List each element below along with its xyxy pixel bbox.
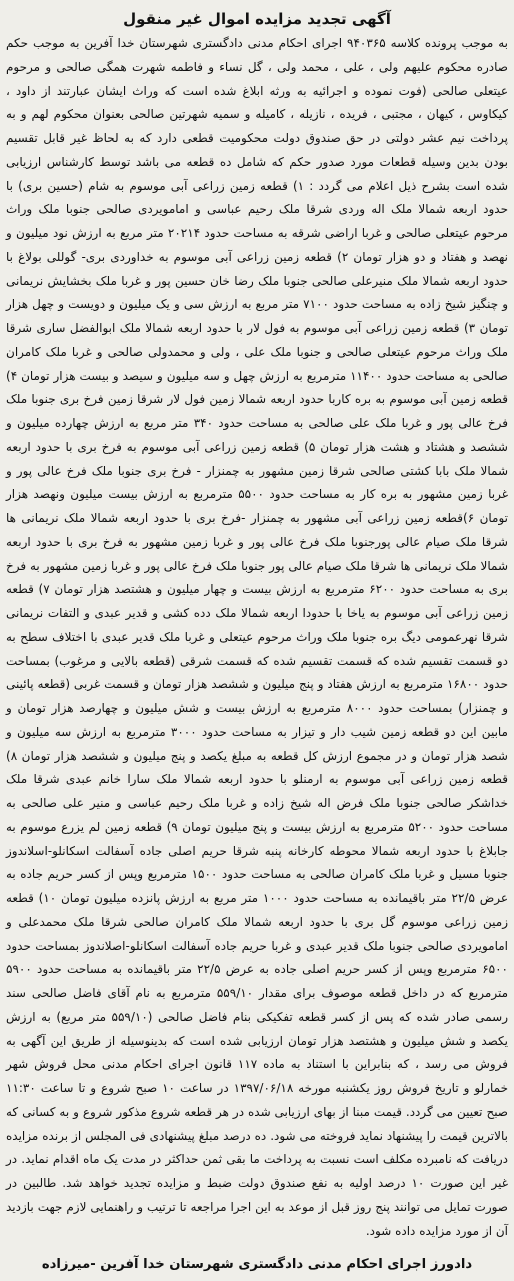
notice-title: آگهی تجدید مزایده اموال غیر منقول bbox=[123, 10, 391, 28]
notice-signature: دادورز اجرای احکام مدنی دادگستری شهرستان خدا آفرین -میرزاده bbox=[41, 1257, 473, 1272]
notice-body: به موجب پرونده کلاسه ۹۴۰۳۶۵ اجرای احکام مدنی دادگستری شهرستان خدا آفرین به موجب حکم صادره محکوم علیهم ولی ، علی ، محمد ولی ، گل نساء و فاطمه شهرت همگی صالحی و مرحوم عیتعلی صالحی (فوت نموده و اجرائیه به ورثه ابلاغ شده است که وراث ایشان عبارتند از داود ، کیکاوس ، کیهان ، مجتبی ، فریده ، نازیله ، کامیله و سمیه شهرتین صالحی بعنوان محکوم لهم و به پرداخت نیم عشر دولتی در حق صندوق دولت محکومیت قطعی دارد که به لحاظ غیر قابل تقسیم بودن بدین وسیله قطعات مورد صدور حکم که شامل ده قطعه می باشد توسط کارشناس ارزیابی شده است بشرح ذیل اعلام می گردد : ۱) قطعه زمین زراعی آبی موسوم به شام (حسین بری) با حدود اربعه شمالا ملک اله وردی شرقا ملک رحیم عباسی و امامویردی صالحی جنوبا ملک وراث مرحوم عیتعلی صالحی و غربا اراضی شرقه به مساحت حدود ۲۰۲۱۴ متر مربع به ارزش نود میلیون و نهصد و هفتاد و دو هزار تومان ۲) قطعه زمین زراعی آبی موسوم به خداوردی بری- گوللی بولاغ با حدود اربعه شمالا ملک منیرعلی صالحی جنوبا ملک رضا خان حسین پور و غربا ملک بخشایش نریمانی و چنگیز شیخ زاده به مساحت حدود ۷۱۰۰ متر مربع به ارزش سی و یک میلیون و دویست و چهل هزار تومان ۳) قطعه زمین زراعی آبی موسوم به فول لار با حدود اربعه شمالا ملک ابوالفضل ساری شرقا ملک وراث مرحوم عیتعلی صالحی و جنوبا ملک علی ، ولی و محمدولی صالحی و غربا ملک کامران صالحی به مساحت حدود ۱۱۴۰۰ مترمربع به ارزش چهل و سه میلیون و سیصد و بیست هزار تومان ۴) قطعه زمین آبی موسوم به بره کاربا حدود اربعه شمالا زمین فول لار شرقا زمین فرخ بری جنوبا ملک فرخ عالی پور و غربا ملک علی صالحی به مساحت حدود ۳۴۰ متر مربع به ارزش چهارده میلیون و ششصد و هشتاد و هشت هزار تومان ۵) قطعه زمین زراعی آبی موسوم به فرخ بری با حدود اربعه شمالا ملک بابا کشتی صالحی شرقا زمین مشهور به چمنزار - فرخ بری جنوبا ملک فرخ عالی پور و غربا زمین مشهور به بره کار به مساحت حدود ۵۵۰۰ مترمربع به ارزش بیست میلیون ونهصد هزار تومان ۶)قطعه زمین زراعی آبی مشهور به چمنزار -فرخ بری با حدود اربعه شمالا ملک نریمانی ها شرقا ملک صیام عالی پورجنوبا ملک فرخ عالی پور و غربا زمین مشهور به فرخ بری با حدود اربعه شمالا ملک نریمانی ها شرقا ملک صیام عالی پور جنوبا ملک فرخ عالی پور و غربا زمین مشهور به فرخ بری به مساحت حدود ۶۲۰۰ مترمربع به ارزش بیست و چهار میلیون و هشتصد هزار تومان ۷) قطعه زمین زراعی آبی موسوم به یاخا با حدودا اربعه شمالا ملک دده کشی و قدیر عبدی و التفات نریمانی شرقا نهرعمومی دیگ بره جنوبا ملک وراث مرحوم عیتعلی و غربا ملک قدیر عبدی با اختلاف سطح به دو قسمت تقسیم شده که قسمت تقسیم شده که قسمت شرقی (قطعه بالایی و مرغوب) بمساحت حدود ۱۶۸۰۰ مترمربع به ارزش هفتاد و پنج میلیون و ششصد هزار تومان و قسمت غربی (قطعه پائینی و چمنزار) بمساحت حدود ۸۰۰۰ مترمربع به ارزش بیست و شش میلیون و چهارصد هزار تومان و مابین این دو قطعه زمین شیب دار و تیزار به مساحت حدود ۳۰۰۰ مترمربع به ارزش سه میلیون و شصد هزار تومان و در مجموع ارزش کل قطعه به مبلغ یکصد و پنج میلیون و ششصد هزار تومان ۸) قطعه زمین زراعی آبی موسوم به ارمنلو با حدود اربعه شمالا ملک سارا خانم عبدی شرقا ملک خداشکر صالحی جنوبا ملک فرض اله شیخ زاده و غربا ملک رحیم عباسی و منیر علی صالحی به مساحت حدود ۵۲۰۰ مترمربع به ارزش بیست و پنج میلیون تومان ۹) قطعه زمین لم یزرع موسوم به جابلاغ با حدود اربعه شمالا محوطه کارخانه پنبه شرقا حریم اصلی جاده آسفالت اسکانلو-اسلاندوز جنوبا مسیل و غربا ملک کامران صالحی به مساحت حدود ۱۵۰۰ مترمربع وپس از کسر حریم جاده به عرض ۲۲/۵ متر باقیمانده به مساحت حدود ۱۰۰۰ متر مربع به ارزش پانزده میلیون تومان ۱۰) قطعه زمین زراعی موسوم گل بری با حدود اربعه شمالا ملک کامران صالحی شرقا ملک محمدعلی و امامویردی صالحی جنوبا ملک قدیر عبدی و غربا حریم جاده آسفالت اسکانلو-اصلاندوز بمساحت حدود ۶۵۰۰ مترمربع وپس از کسر حریم اصلی جاده به عرض ۲۲/۵ متر باقیمانده به مساحت حدود ۵۹۰۰ مترمربع که در داخل قطعه موصوف برای مقدار ۵۵۹/۱۰ مترمربع به نام آقای فاضل صالحی سند رسمی صادر شده که پس از کسر قطعه تفکیکی بنام فاضل صالحی (۵۵۹/۱۰ متر مربع) به ارزش یکصد و شش میلیون و هشتصد هزار تومان ارزیابی شده است که بدینوسیله از طریق این آگهی به فروش می رسد ، که بنابراین با استناد به ماده ۱۱۷ قانون اجرای احکام مدنی محل فروش شهر خمارلو و تاریخ فروش روز یکشنبه مورخه ۱۳۹۷/۰۶/۱۸ در ساعت ۱۰ صبح شروع و تا ساعت ۱۱:۳۰ صبح تعیین می گردد. قیمت مبنا از بهای ارزیابی شده در هر قطعه شروع مذکور شروع و به کسانی که بالاترین قیمت را پیشنهاد نماید فروخته می شود. ده درصد مبلغ پیشنهادی فی المجلس از برنده مزایده دریافت که نامبرده مکلف است نسبت به پرداخت ما بقی ثمن حداکثر در مدت یک ماه اقدام نماید. در غیر این صورت ۱۰ درصد اولیه به نفع صندوق دولت ضبط و مزایده تجدید خواهد شد. طالبین در صورت تمایل می توانند پنج روز قبل از موعد به این اجرا مراجعه تا ترتیب و راهنمایی لازم جهت بازدید آن از مورد مزایده داده شود. bbox=[6, 36, 509, 1238]
